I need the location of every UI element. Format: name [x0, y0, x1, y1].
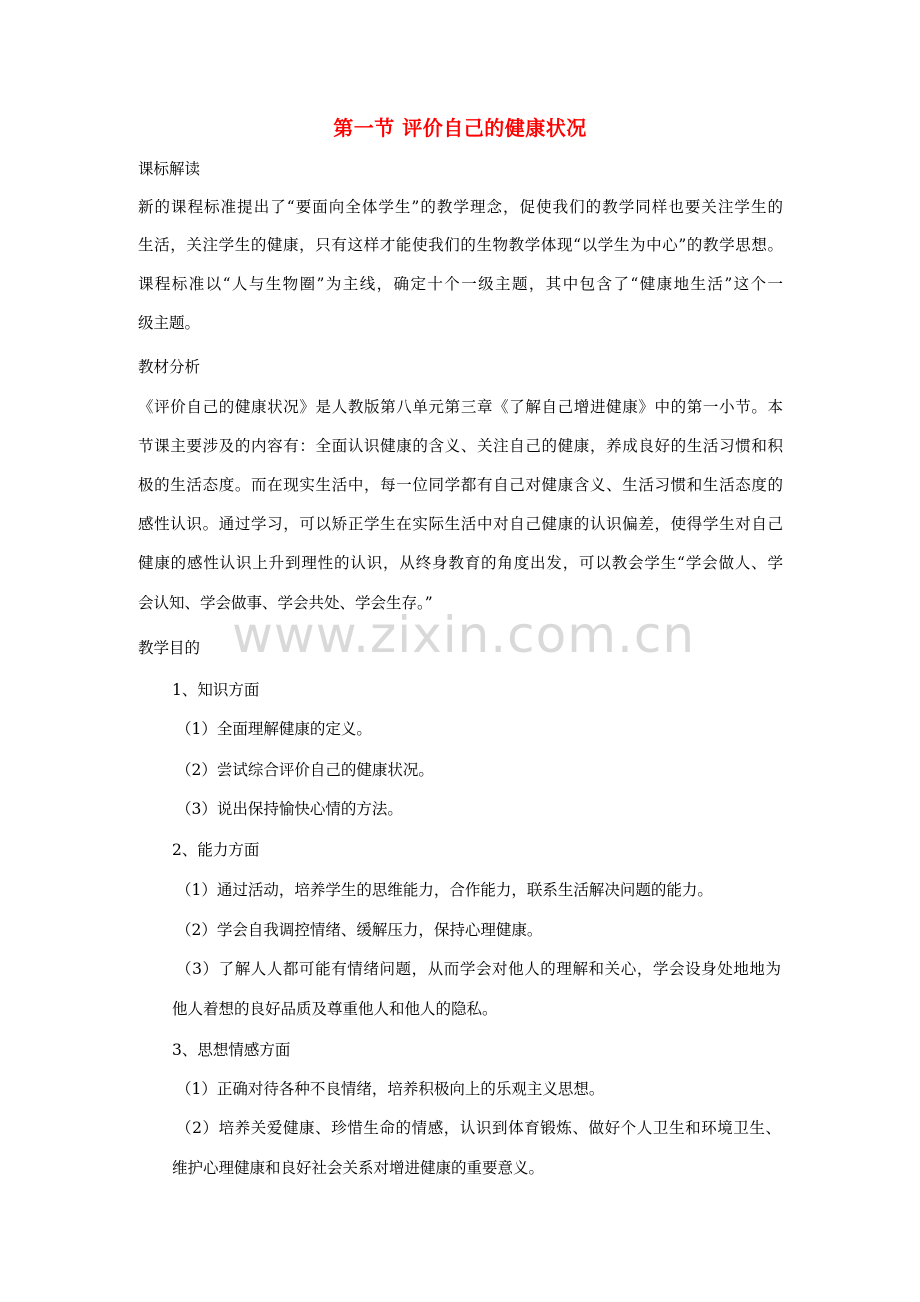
paragraph-line: 节课主要涉及的内容有：全面认识健康的含义、关注自己的健康，养成良好的生活习惯和积	[138, 437, 783, 455]
subheading-ability: 2、能力方面	[172, 841, 260, 859]
paragraph-line: 感性认识。通过学习，可以矫正学生在实际生活中对自己健康的认识偏差，使得学生对自己	[138, 515, 783, 533]
list-item: （1）全面理解健康的定义。	[176, 720, 372, 738]
paragraph-line: 课程标准以“人与生物圈”为主线，确定十个一级主题，其中包含了“健康地生活”这个一	[138, 275, 783, 293]
list-item: （1）正确对待各种不良情绪，培养积极向上的乐观主义思想。	[176, 1080, 605, 1098]
list-item: （1）通过活动，培养学生的思维能力，合作能力，联系生活解决问题的能力。	[176, 881, 713, 899]
list-item-continuation: 维护心理健康和良好社会关系对增进健康的重要意义。	[172, 1159, 545, 1177]
paragraph-line: 新的课程标准提出了“要面向全体学生”的教学理念，促使我们的教学同样也要关注学生的	[138, 198, 783, 216]
section-heading-analysis: 教材分析	[138, 358, 201, 376]
paragraph-line: 生活，关注学生的健康，只有这样才能使我们的生物教学体现“以学生为中心”的教学思想。	[138, 236, 783, 254]
section-heading-objectives: 教学目的	[138, 639, 201, 657]
subheading-emotion: 3、思想情感方面	[172, 1041, 291, 1059]
paragraph-line: 会认知、学会做事、学会共处、学会生存。”	[138, 594, 433, 612]
section-heading-curriculum: 课标解读	[138, 160, 201, 178]
page-title: 第一节 评价自己的健康状况	[333, 116, 587, 140]
paragraph-line: 健康的感性认识上升到理性的认识，从终身教育的角度出发，可以教会学生“学会做人、学	[138, 554, 783, 572]
watermark-text: www.zixin.com.cn	[232, 606, 696, 664]
paragraph-line: 极的生活态度。而在现实生活中，每一位同学都有自己对健康含义、生活习惯和生活态度的	[138, 476, 783, 494]
list-item: （2）培养关爱健康、珍惜生命的情感，认识到体育锻炼、做好个人卫生和环境卫生、	[176, 1119, 781, 1137]
list-item-continuation: 他人着想的良好品质及尊重他人和他人的隐私。	[172, 1000, 498, 1018]
list-item: （2）学会自我调控情绪、缓解压力，保持心理健康。	[176, 921, 543, 939]
paragraph-line: 级主题。	[138, 314, 201, 332]
list-item: （3）了解人人都可能有情绪问题，从而学会对他人的理解和关心，学会设身处地地为	[176, 960, 781, 978]
list-item: （2）尝试综合评价自己的健康状况。	[176, 761, 434, 779]
paragraph-line: 《评价自己的健康状况》是人教版第八单元第三章《了解自己增进健康》中的第一小节。本	[138, 398, 783, 416]
list-item: （3）说出保持愉快心情的方法。	[176, 800, 403, 818]
subheading-knowledge: 1、知识方面	[172, 681, 260, 699]
